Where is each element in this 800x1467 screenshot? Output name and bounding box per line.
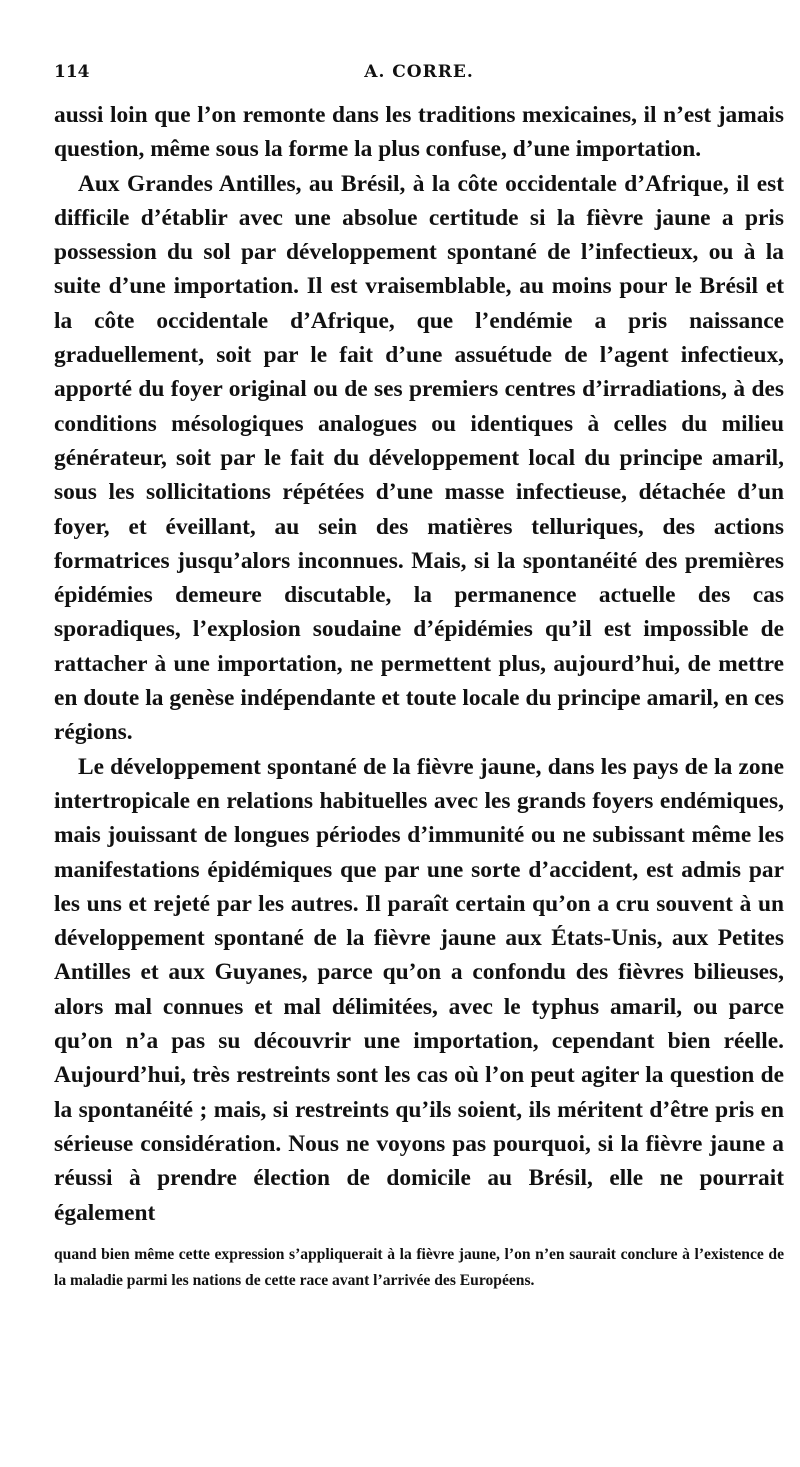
page-number: 114 <box>54 62 90 82</box>
footnote: quand bien même cette expression s’appliquerait à la fièvre jaune, l’on n’en saurait conclure à l’existence de la maladie parmi les nations de cette race avant l’arrivée des Européens. <box>54 1245 784 1289</box>
running-title: A. CORRE. <box>364 62 474 82</box>
book-page <box>54 56 784 1294</box>
paragraph-developpement-spontane: Le développement spontané de la fièvre jaune, dans les pays de la zone intertropicale en relations habituelles avec les grands foyers endémiques, mais jouissant de longues périodes d’immunité ou ne subissant même les manifestations épidémiques que par une sorte d’accident, est admis par les uns et rejeté par les autres. Il paraît certain qu’on a cru souvent à un développement spontané de la fièvre jaune aux États-Unis, aux Petites Antilles et aux Guyanes, parce qu’on a confondu des fièvres bilieuses, alors mal connues et mal délimitées, avec le typhus amaril, ou parce qu’on n’a pas su découvrir une importation, cependant bien réelle. Aujourd’hui, très restreints sont les cas où l’on peut agiter la question de la spontanéité ; mais, si restreints qu’ils soient, ils méritent d’être pris en sérieuse considération. Nous ne voyons pas pourquoi, si la fièvre jaune a réussi à prendre élection de domicile au Brésil, elle ne pourrait également <box>54 753 784 1226</box>
body-text <box>54 98 784 1230</box>
running-head <box>54 56 784 92</box>
paragraph-grandes-antilles: Aux Grandes Antilles, au Brésil, à la côte occidentale d’Afrique, il est difficile d’établir avec une absolue certitude si la fièvre jaune a pris possession du sol par développement spontané de l’infectieux, ou à la suite d’une importation. Il est vraisemblable, au moins pour le Brésil et la côte occidentale d’Afrique, que l’endémie a pris naissance graduellement, soit par le fait d’une assuétude de l’agent infectieux, apporté du foyer original ou de ses premiers centres d’irradiations, à des conditions mésologiques analogues ou identiques à celles du milieu générateur, soit par le fait du développement local du principe amaril, sous les sollicitations répétées d’une masse infectieuse, détachée d’un foyer, et éveillant, au sein des matières telluriques, des actions formatrices jusqu’alors inconnues. Mais, si la spontanéité des premières épidémies demeure discutable, la permanence actuelle des cas sporadiques, l’explosion soudaine d’épidémies qu’il est impossible de rattacher à une importation, ne permettent plus, aujourd’hui, de mettre en doute la genèse indépendante et toute locale du principe amaril, en ces régions. <box>54 170 784 746</box>
paragraph-continuation: aussi loin que l’on remonte dans les traditions mexicaines, il n’est jamais question, même sous la forme la plus confuse, d’une importation. <box>54 102 784 163</box>
